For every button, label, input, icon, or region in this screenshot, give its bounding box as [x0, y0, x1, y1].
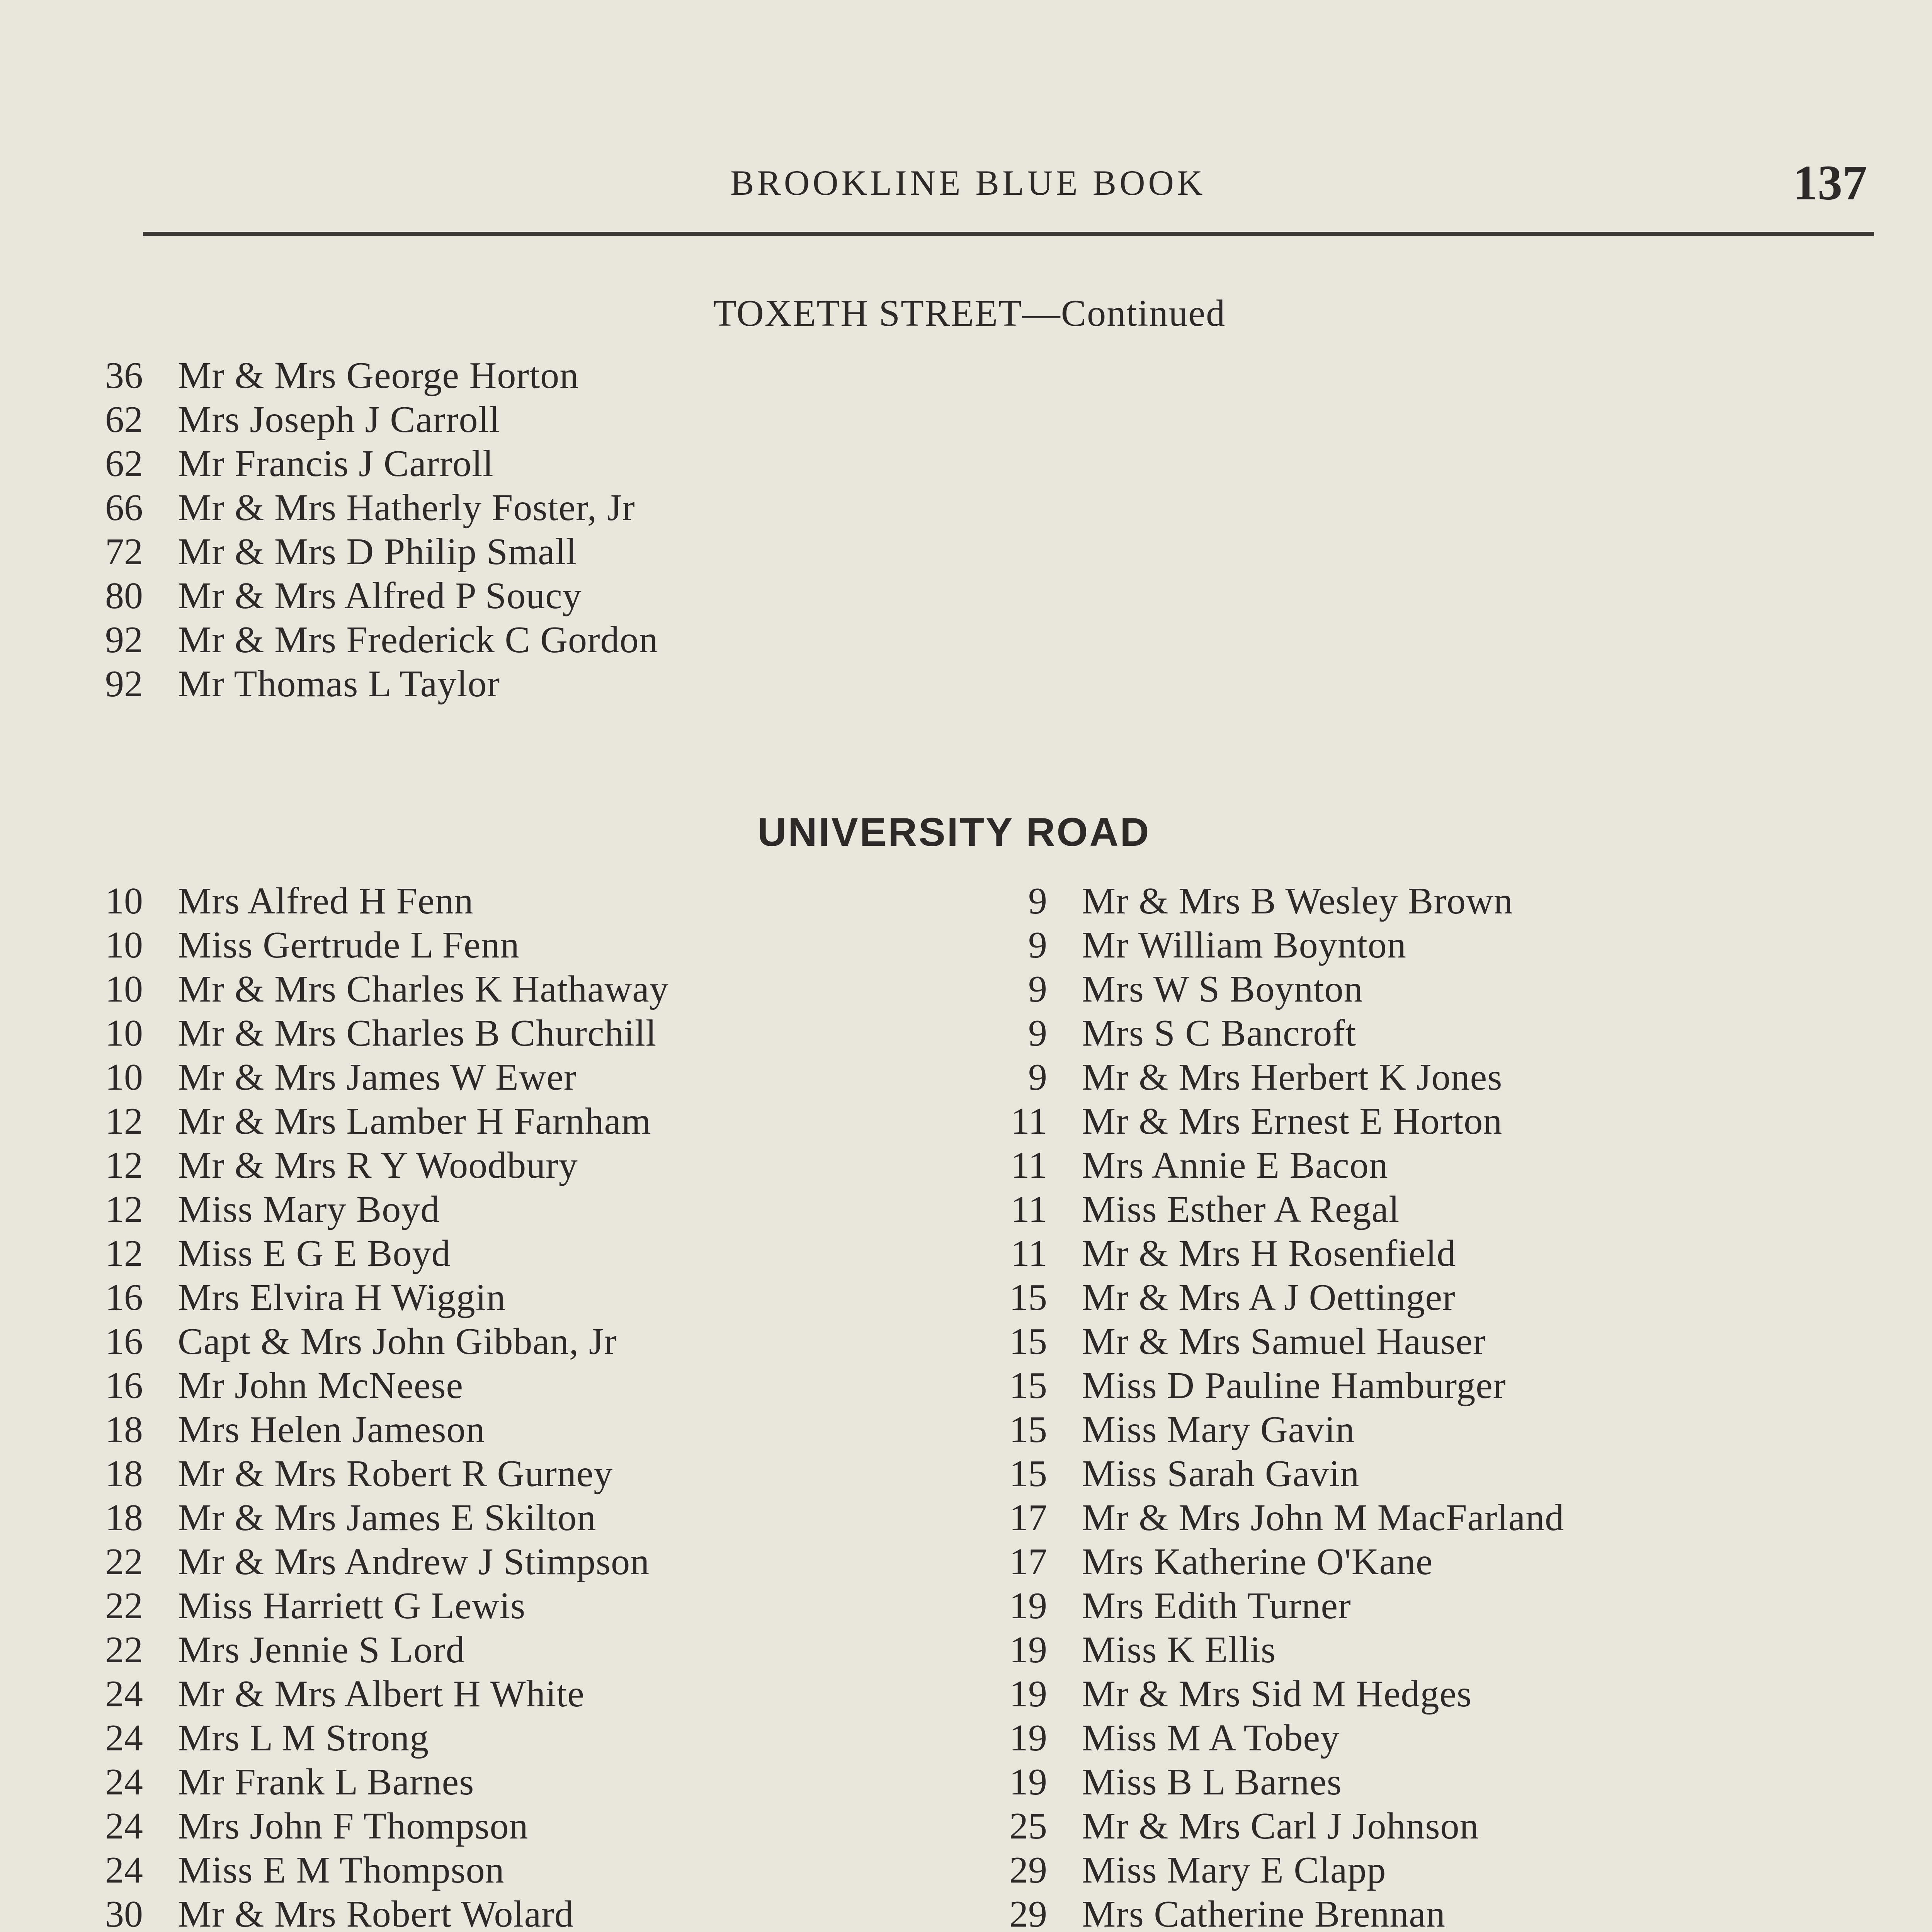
house-number: 19 [1009, 1673, 1047, 1715]
list-item [93, 398, 981, 442]
house-number: 24 [105, 1673, 143, 1715]
resident-name: Mr John McNeese [178, 1365, 463, 1406]
list-item [93, 1231, 981, 1276]
university-road-heading: UNIVERSITY ROAD [757, 810, 1151, 855]
list-item [93, 1892, 981, 1932]
resident-name: Mr & Mrs D Philip Small [178, 531, 577, 573]
header-rule [143, 232, 1874, 236]
resident-name: Miss B L Barnes [1082, 1761, 1342, 1803]
list-item [997, 1055, 1924, 1099]
house-number: 16 [105, 1365, 143, 1406]
list-item [93, 1628, 981, 1672]
list-item [93, 618, 981, 662]
resident-name: Mrs Joseph J Carroll [178, 399, 500, 440]
list-item [93, 879, 981, 923]
list-item [93, 1540, 981, 1584]
house-number: 9 [1028, 968, 1047, 1010]
house-number: 9 [1028, 924, 1047, 966]
house-number: 92 [105, 619, 143, 661]
list-item [93, 1760, 981, 1804]
house-number: 11 [1010, 1189, 1047, 1230]
resident-name: Mr & Mrs B Wesley Brown [1082, 880, 1513, 922]
house-number: 19 [1009, 1761, 1047, 1803]
list-item [93, 1452, 981, 1496]
house-number: 10 [105, 1012, 143, 1054]
house-number: 36 [105, 355, 143, 396]
list-item [93, 442, 981, 486]
house-number: 72 [105, 531, 143, 573]
resident-name: Mr & Mrs Andrew J Stimpson [178, 1541, 650, 1583]
house-number: 62 [105, 443, 143, 485]
toxeth-street-heading: TOXETH STREET—Continued [713, 293, 1226, 334]
resident-name: Capt & Mrs John Gibban, Jr [178, 1321, 617, 1362]
list-item [997, 1011, 1924, 1055]
house-number: 16 [105, 1321, 143, 1362]
resident-name: Mr & Mrs A J Oettinger [1082, 1277, 1456, 1318]
resident-name: Mr & Mrs Robert R Gurney [178, 1453, 613, 1495]
list-item [93, 1584, 981, 1628]
house-number: 11 [1010, 1145, 1047, 1186]
page-number: 137 [1793, 155, 1867, 210]
resident-name: Mr & Mrs Samuel Hauser [1082, 1321, 1486, 1362]
list-item [997, 1804, 1924, 1848]
house-number: 12 [105, 1233, 143, 1274]
list-item [997, 1892, 1924, 1932]
resident-name: Mr & Mrs George Horton [178, 355, 579, 396]
list-item [93, 574, 981, 618]
resident-name: Mrs S C Bancroft [1082, 1012, 1357, 1054]
book-title: BROOKLINE BLUE BOOK [730, 163, 1206, 202]
resident-name: Mr & Mrs H Rosenfield [1082, 1233, 1456, 1274]
resident-name: Mr & Mrs Hatherly Foster, Jr [178, 487, 635, 529]
resident-name: Mrs Helen Jameson [178, 1409, 485, 1451]
list-item [93, 1187, 981, 1231]
list-item [93, 1848, 981, 1892]
resident-name: Mrs Edith Turner [1082, 1585, 1351, 1627]
resident-name: Mr Frank L Barnes [178, 1761, 474, 1803]
list-item [93, 1496, 981, 1540]
list-item [93, 1099, 981, 1143]
house-number: 62 [105, 399, 143, 440]
house-number: 24 [105, 1717, 143, 1759]
resident-name: Mrs Annie E Bacon [1082, 1145, 1388, 1186]
list-item [997, 1187, 1924, 1231]
resident-name: Mr & Mrs Charles K Hathaway [178, 968, 669, 1010]
list-item [997, 923, 1924, 967]
resident-name: Mrs Catherine Brennan [1082, 1893, 1446, 1932]
list-item [93, 354, 981, 398]
house-number: 24 [105, 1849, 143, 1891]
list-item [997, 1364, 1924, 1408]
house-number: 22 [105, 1585, 143, 1627]
resident-name: Miss Harriett G Lewis [178, 1585, 526, 1627]
house-number: 15 [1009, 1365, 1047, 1406]
house-number: 16 [105, 1277, 143, 1318]
house-number: 19 [1009, 1717, 1047, 1759]
list-item [997, 1231, 1924, 1276]
list-item [997, 1408, 1924, 1452]
resident-name: Mrs Jennie S Lord [178, 1629, 465, 1671]
list-item [93, 1716, 981, 1760]
list-item [93, 923, 981, 967]
list-item [997, 1760, 1924, 1804]
house-number: 18 [105, 1497, 143, 1539]
house-number: 24 [105, 1761, 143, 1803]
list-item [93, 1672, 981, 1716]
resident-name: Miss M A Tobey [1082, 1717, 1340, 1759]
house-number: 12 [105, 1145, 143, 1186]
list-item [997, 879, 1924, 923]
list-item [997, 1143, 1924, 1187]
list-item [997, 1848, 1924, 1892]
resident-name: Miss Gertrude L Fenn [178, 924, 520, 966]
resident-name: Mr & Mrs Lamber H Farnham [178, 1100, 651, 1142]
house-number: 25 [1009, 1805, 1047, 1847]
list-item [997, 1584, 1924, 1628]
resident-name: Miss Sarah Gavin [1082, 1453, 1360, 1495]
list-item [93, 967, 981, 1011]
list-item [93, 530, 981, 574]
house-number: 11 [1010, 1233, 1047, 1274]
house-number: 15 [1009, 1409, 1047, 1451]
house-number: 29 [1009, 1893, 1047, 1932]
house-number: 9 [1028, 1056, 1047, 1098]
house-number: 9 [1028, 880, 1047, 922]
resident-name: Mr & Mrs Frederick C Gordon [178, 619, 658, 661]
house-number: 15 [1009, 1453, 1047, 1495]
house-number: 15 [1009, 1277, 1047, 1318]
list-item [93, 486, 981, 530]
house-number: 10 [105, 880, 143, 922]
house-number: 92 [105, 663, 143, 705]
resident-name: Miss D Pauline Hamburger [1082, 1365, 1506, 1406]
list-item [93, 662, 981, 706]
resident-name: Mr & Mrs Herbert K Jones [1082, 1056, 1503, 1098]
list-item [997, 1320, 1924, 1364]
toxeth-street-list [93, 354, 981, 706]
house-number: 10 [105, 924, 143, 966]
resident-name: Mr & Mrs Charles B Churchill [178, 1012, 657, 1054]
house-number: 12 [105, 1100, 143, 1142]
list-item [997, 1540, 1924, 1584]
house-number: 66 [105, 487, 143, 529]
house-number: 19 [1009, 1585, 1047, 1627]
resident-name: Miss Mary E Clapp [1082, 1849, 1386, 1891]
resident-name: Mr & Mrs James E Skilton [178, 1497, 596, 1539]
list-item [997, 1276, 1924, 1320]
house-number: 18 [105, 1409, 143, 1451]
house-number: 29 [1009, 1849, 1047, 1891]
list-item [997, 1496, 1924, 1540]
house-number: 17 [1009, 1497, 1047, 1539]
house-number: 22 [105, 1629, 143, 1671]
list-item [93, 1276, 981, 1320]
house-number: 18 [105, 1453, 143, 1495]
house-number: 80 [105, 575, 143, 617]
resident-name: Mr & Mrs Robert Wolard [178, 1893, 574, 1932]
resident-name: Miss E G E Boyd [178, 1233, 451, 1274]
resident-name: Mr & Mrs John M MacFarland [1082, 1497, 1565, 1539]
resident-name: Miss K Ellis [1082, 1629, 1276, 1671]
resident-name: Mr Francis J Carroll [178, 443, 494, 485]
list-item [93, 1055, 981, 1099]
resident-name: Mrs Alfred H Fenn [178, 880, 474, 922]
house-number: 30 [105, 1893, 143, 1932]
list-item [997, 1716, 1924, 1760]
list-item [93, 1320, 981, 1364]
list-item [997, 1452, 1924, 1496]
resident-name: Miss E M Thompson [178, 1849, 505, 1891]
resident-name: Mrs W S Boynton [1082, 968, 1363, 1010]
university-road-left-column [93, 879, 981, 1932]
resident-name: Miss Mary Boyd [178, 1189, 440, 1230]
house-number: 10 [105, 1056, 143, 1098]
house-number: 15 [1009, 1321, 1047, 1362]
resident-name: Mr & Mrs R Y Woodbury [178, 1145, 578, 1186]
resident-name: Mr & Mrs Carl J Johnson [1082, 1805, 1479, 1847]
house-number: 17 [1009, 1541, 1047, 1583]
list-item [93, 1011, 981, 1055]
list-item [93, 1804, 981, 1848]
resident-name: Mrs John F Thompson [178, 1805, 529, 1847]
house-number: 19 [1009, 1629, 1047, 1671]
resident-name: Mr William Boynton [1082, 924, 1406, 966]
house-number: 10 [105, 968, 143, 1010]
resident-name: Mr & Mrs Alfred P Soucy [178, 575, 582, 617]
resident-name: Mrs L M Strong [178, 1717, 429, 1759]
running-head [0, 155, 1932, 213]
resident-name: Mr & Mrs Sid M Hedges [1082, 1673, 1472, 1715]
house-number: 22 [105, 1541, 143, 1583]
list-item [997, 1628, 1924, 1672]
house-number: 24 [105, 1805, 143, 1847]
list-item [997, 1672, 1924, 1716]
resident-name: Miss Mary Gavin [1082, 1409, 1355, 1451]
resident-name: Mr & Mrs James W Ewer [178, 1056, 577, 1098]
list-item [93, 1143, 981, 1187]
university-road-right-column [997, 879, 1924, 1932]
resident-name: Mr & Mrs Ernest E Horton [1082, 1100, 1503, 1142]
resident-name: Mrs Katherine O'Kane [1082, 1541, 1433, 1583]
list-item [93, 1408, 981, 1452]
list-item [997, 1099, 1924, 1143]
house-number: 9 [1028, 1012, 1047, 1054]
resident-name: Mr & Mrs Albert H White [178, 1673, 585, 1715]
resident-name: Miss Esther A Regal [1082, 1189, 1400, 1230]
list-item [93, 1364, 981, 1408]
list-item [997, 967, 1924, 1011]
house-number: 11 [1010, 1100, 1047, 1142]
resident-name: Mr Thomas L Taylor [178, 663, 500, 705]
house-number: 12 [105, 1189, 143, 1230]
resident-name: Mrs Elvira H Wiggin [178, 1277, 506, 1318]
